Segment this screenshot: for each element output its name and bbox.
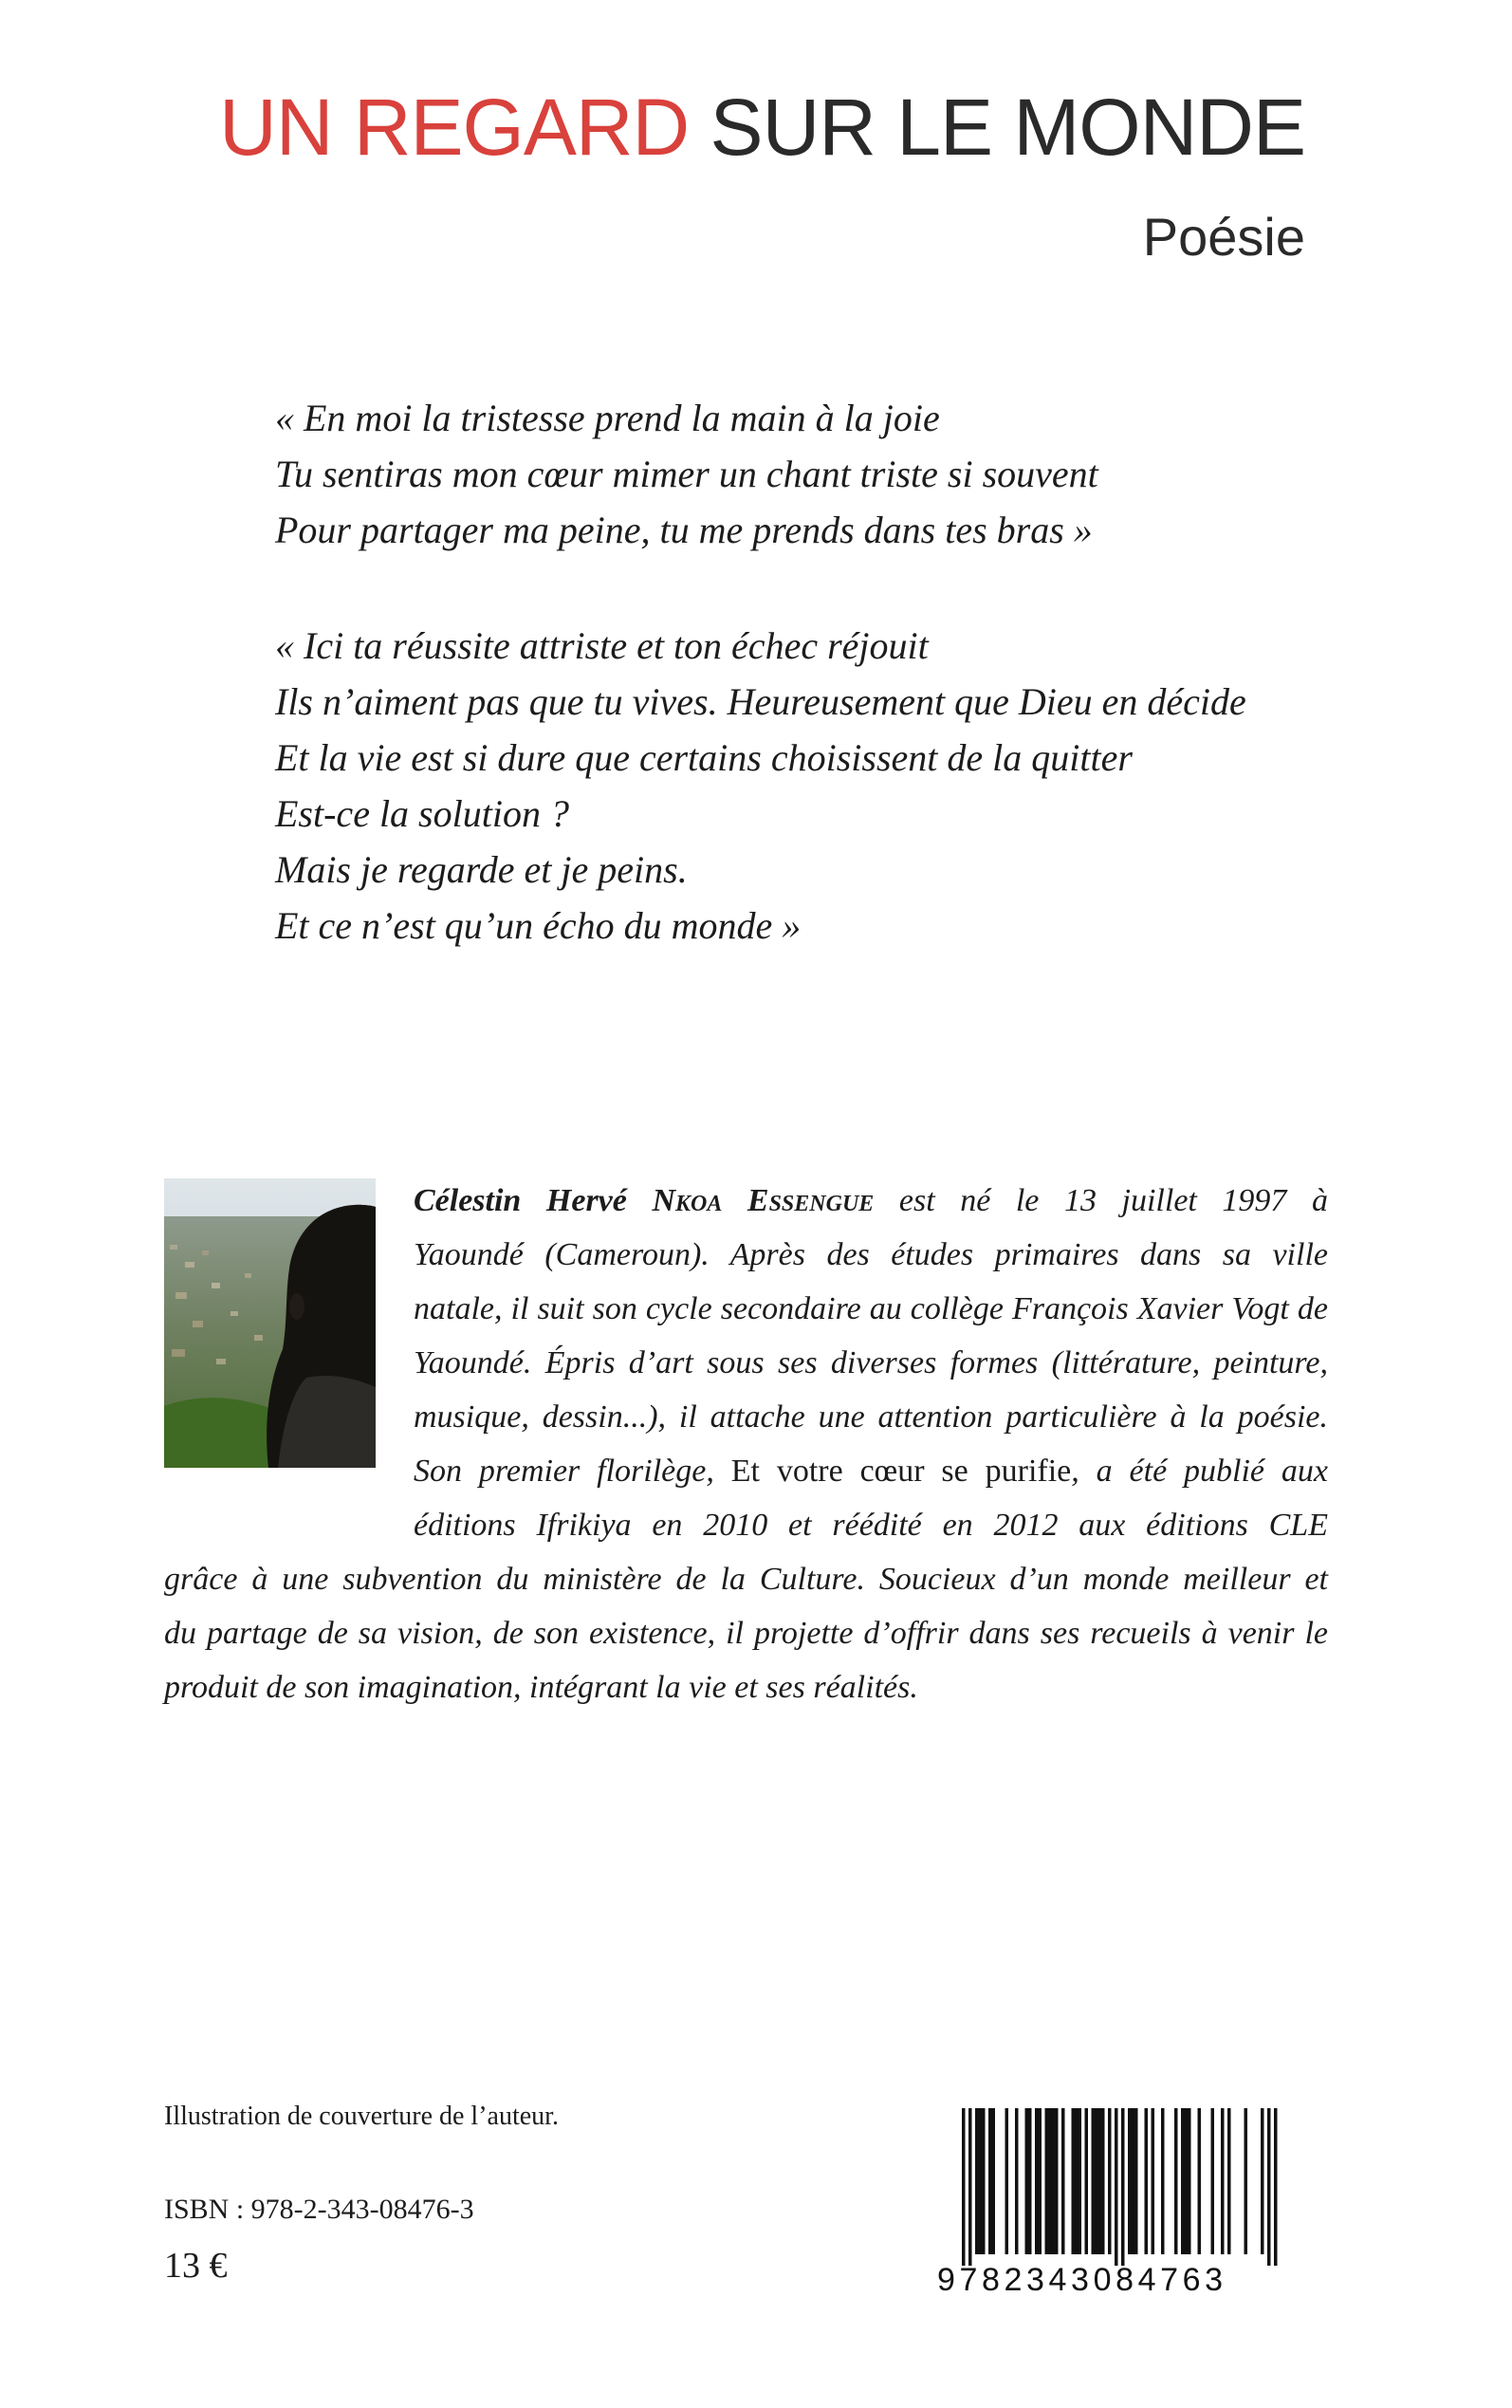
genre-label: Poésie — [1142, 207, 1305, 267]
bio-line: grâce à une subvention du ministère de la Culture. Soucieux d’un monde meilleur et — [164, 1562, 1328, 1597]
bio-line: natale, il suit son cycle secondaire au collège François Xavier Vogt de — [414, 1291, 1328, 1326]
bio-line: éditions Ifrikiya en 2010 et réédité en 2012 aux éditions CLE — [414, 1508, 1328, 1543]
author-last-name: Nkoa Essengue — [652, 1183, 875, 1218]
barcode-bar — [1015, 2108, 1019, 2254]
verse-line: Tu sentiras mon cœur mimer un chant triste si souvent — [275, 453, 1098, 495]
barcode-bar — [1055, 2108, 1059, 2254]
barcode-bar — [1048, 2108, 1052, 2254]
barcode-bar — [988, 2108, 992, 2254]
barcode-bar — [1101, 2108, 1105, 2254]
barcode-bar — [1092, 2108, 1096, 2254]
barcode-bar — [1161, 2108, 1165, 2254]
author-biography — [164, 1174, 1328, 1714]
barcode-bar — [1134, 2108, 1138, 2254]
bio-text: est né le 13 juillet 1997 à — [874, 1183, 1328, 1218]
barcode-bar — [1245, 2108, 1248, 2254]
barcode-bar — [1128, 2108, 1132, 2254]
bio-text: , a été publié aux — [1071, 1454, 1328, 1489]
barcode-bar — [1274, 2108, 1278, 2266]
bio-line: Yaoundé (Cameroun). Après des études primaires dans sa ville — [414, 1237, 1328, 1272]
barcode-bar — [975, 2108, 979, 2254]
bio-line: Yaoundé. Épris d’art sous ses diverses formes (littérature, peinture, — [414, 1345, 1328, 1380]
barcode-bar — [1072, 2108, 1076, 2254]
bio-line — [164, 1174, 1328, 1228]
barcode — [937, 2108, 1305, 2306]
verse-line: Ils n’aiment pas que tu vives. Heureusement que Dieu en décide — [275, 680, 1246, 723]
barcode-bar — [1061, 2108, 1065, 2254]
barcode-bar — [1098, 2108, 1102, 2254]
barcode-bar — [968, 2108, 972, 2266]
barcode-bar — [962, 2108, 966, 2266]
barcode-bar — [1174, 2108, 1178, 2254]
verse-line: Et la vie est si dure que certains choisissent de la quitter — [275, 736, 1133, 779]
barcode-bar — [1227, 2108, 1231, 2254]
isbn: ISBN : 978-2-343-08476-3 — [164, 2194, 474, 2225]
price: 13 € — [164, 2246, 228, 2286]
barcode-bar — [982, 2108, 986, 2254]
barcode-bar — [1045, 2108, 1049, 2254]
book-title — [219, 83, 1305, 172]
bio-line: produit de son imagination, intégrant la vie et ses réalités. — [164, 1670, 918, 1705]
barcode-bar — [1085, 2108, 1089, 2254]
bio-line: du partage de sa vision, de son existence, il projette d’offrir dans ses recueils à venir le — [164, 1616, 1328, 1651]
barcode-bar — [1005, 2108, 1009, 2254]
barcode-bar — [1115, 2108, 1118, 2266]
title-rest: SUR LE MONDE — [689, 83, 1305, 172]
bio-text: Son premier florilège, — [414, 1454, 731, 1489]
barcode-bar — [1075, 2108, 1079, 2254]
barcode-bars — [937, 2108, 1305, 2266]
barcode-bar — [1028, 2108, 1032, 2254]
poem-excerpt-2 — [275, 618, 1246, 954]
poem-excerpt-1 — [275, 390, 1098, 558]
barcode-bar — [1185, 2108, 1189, 2254]
barcode-bar — [1267, 2108, 1271, 2266]
barcode-bar — [1211, 2108, 1215, 2254]
illustration-credit: Illustration de couverture de l’auteur. — [164, 2102, 559, 2131]
barcode-bar — [1052, 2108, 1056, 2254]
bio-line: musique, dessin...), il attache une attention particulière à la poésie. — [414, 1399, 1328, 1435]
bio-line — [164, 1444, 1328, 1498]
barcode-bar — [1095, 2108, 1098, 2254]
barcode-bar — [1152, 2108, 1155, 2254]
author-first-name: Célestin Hervé — [414, 1183, 653, 1218]
barcode-bar — [1132, 2108, 1135, 2254]
previous-book-title: Et votre cœur se purifie — [730, 1454, 1072, 1489]
verse-line: Et ce n’est qu’un écho du monde » — [275, 904, 802, 947]
verse-line: Mais je regarde et je peins. — [275, 848, 688, 891]
barcode-bar — [1221, 2108, 1225, 2254]
barcode-bar — [1079, 2108, 1082, 2254]
barcode-bar — [1181, 2108, 1185, 2254]
barcode-bar — [1121, 2108, 1125, 2266]
barcode-bar — [1035, 2108, 1039, 2254]
barcode-bar — [1108, 2108, 1112, 2254]
verse-line: Pour partager ma peine, tu me prends dans tes bras » — [275, 509, 1093, 551]
barcode-bar — [992, 2108, 996, 2254]
barcode-bar — [1198, 2108, 1202, 2254]
verse-line: Est-ce la solution ? — [275, 792, 569, 835]
barcode-bar — [1039, 2108, 1042, 2254]
barcode-bar — [1261, 2108, 1264, 2254]
verse-line: « En moi la tristesse prend la main à la joie — [275, 397, 940, 439]
title-accent: UN REGARD — [219, 83, 690, 172]
barcode-bar — [1025, 2108, 1029, 2254]
barcode-digits: 9782343084763 — [937, 2262, 1227, 2298]
barcode-bar — [979, 2108, 983, 2254]
verse-line: « Ici ta réussite attriste et ton échec réjouit — [275, 624, 929, 667]
barcode-bar — [1145, 2108, 1149, 2254]
barcode-bar — [1188, 2108, 1191, 2254]
